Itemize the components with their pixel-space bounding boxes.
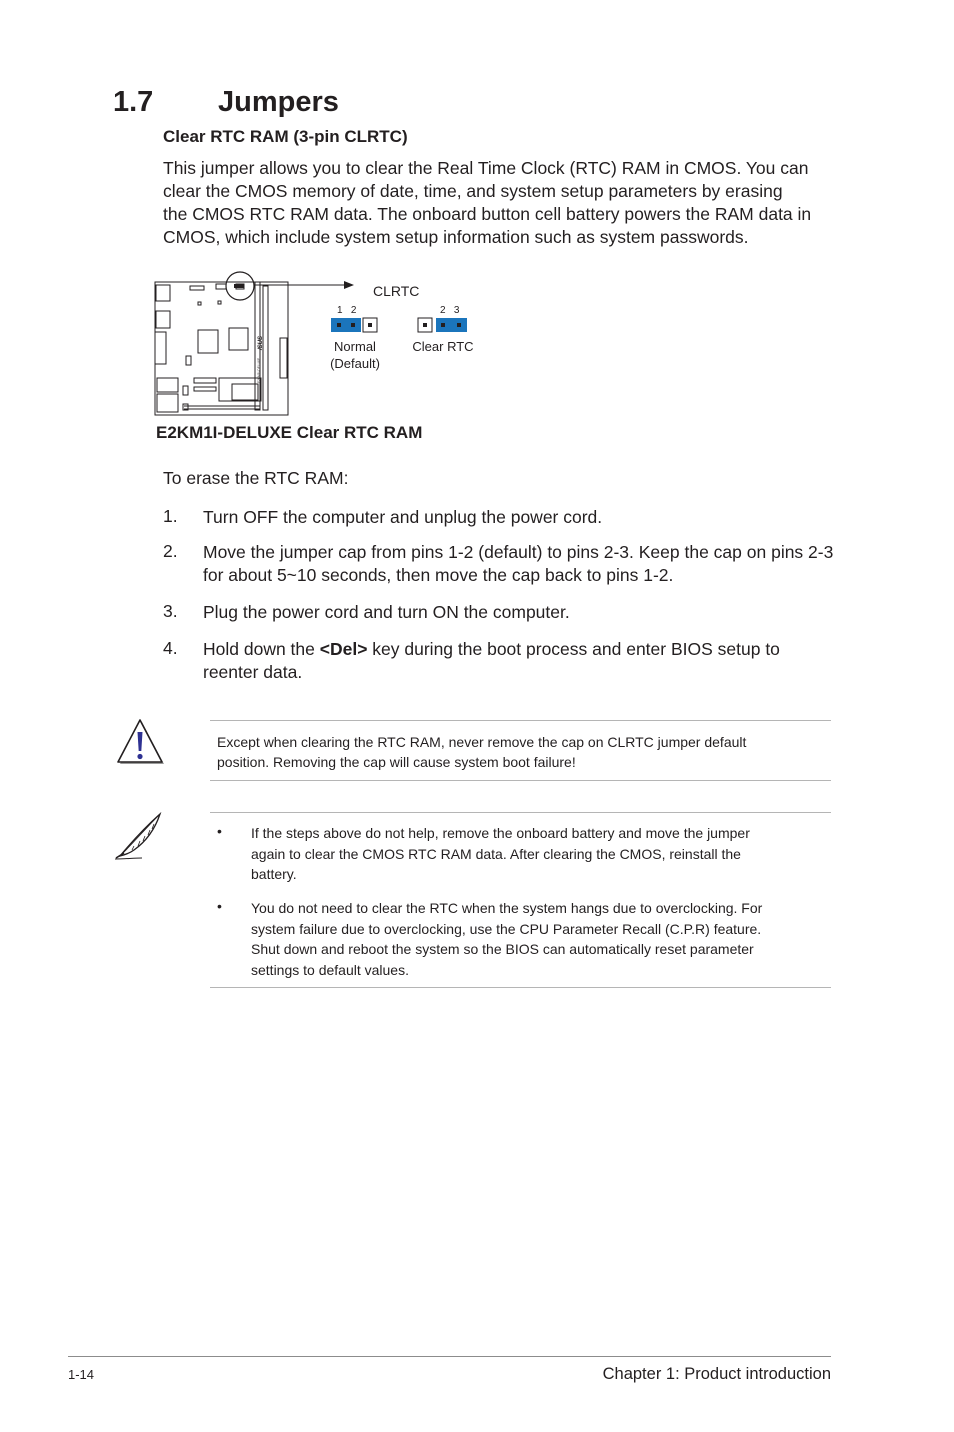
step-number: 2.: [163, 541, 178, 561]
note-item: [251, 823, 821, 885]
step-line: reenter data.: [203, 662, 303, 682]
step-line: for about 5~10 seconds, then move the cap back to pins 1-2.: [203, 565, 674, 585]
motherboard-outline: [155, 282, 288, 415]
section-number: 1.7: [113, 86, 154, 118]
diagram-caption: E2KM1I-DELUXE Clear RTC RAM: [156, 423, 423, 442]
step-text: [203, 541, 843, 587]
step-line: [203, 638, 843, 661]
warning-top-rule: [210, 720, 831, 721]
intro-line: the CMOS RTC RAM data. The onboard button cell battery powers the RAM data in: [163, 204, 812, 224]
clear-pin-numbers: 2 3: [440, 305, 460, 316]
clear-rtc-label: Clear RTC: [412, 339, 474, 354]
warning-triangle-icon: [114, 718, 166, 768]
note-line: If the steps above do not help, remove the onboard battery and move the jumper: [251, 825, 750, 841]
step-line: Move the jumper cap from pins 1-2 (default) to pins 2-3. Keep the cap on pins 2-3: [203, 542, 834, 562]
step-line-part: key during the boot process and enter BIOS setup to: [367, 639, 780, 659]
chapter-title: Chapter 1: Product introduction: [602, 1365, 831, 1383]
note-line: battery.: [251, 866, 297, 882]
warning-line: position. Removing the cap will cause system boot failure!: [217, 754, 576, 770]
del-key: <Del>: [319, 639, 368, 659]
note-top-rule: [210, 812, 831, 813]
feather-pen-icon: [112, 810, 166, 862]
erase-heading: To erase the RTC RAM:: [163, 468, 349, 488]
intro-line: This jumper allows you to clear the Real Time Clock (RTC) RAM in CMOS. You can: [163, 158, 809, 178]
intro-line: clear the CMOS memory of date, time, and system setup parameters by erasing: [163, 181, 783, 201]
page-number: 1-14: [68, 1367, 95, 1382]
footer-rule: [68, 1356, 831, 1357]
svg-text:/SUS: /SUS: [258, 335, 264, 350]
subheading: Clear RTC RAM (3-pin CLRTC): [163, 127, 408, 146]
normal-jumper: [331, 318, 377, 332]
step-line: Plug the power cord and turn ON the computer.: [203, 602, 570, 622]
intro-line: CMOS, which include system setup information such as system passwords.: [163, 227, 749, 247]
step-text: [203, 506, 843, 529]
step-number: 1.: [163, 506, 178, 526]
step-line: Turn OFF the computer and unplug the power cord.: [203, 507, 603, 527]
note-line: Shut down and reboot the system so the BIOS can automatically reset parameter: [251, 941, 754, 957]
warning-line: Except when clearing the RTC RAM, never remove the cap on CLRTC jumper default: [217, 734, 747, 750]
note-bottom-rule: [210, 987, 831, 988]
arrow-icon: [344, 281, 354, 289]
section-title: Jumpers: [218, 86, 339, 118]
note-line: You do not need to clear the RTC when the system hangs due to overclocking. For: [251, 900, 763, 916]
bullet: •: [217, 823, 222, 839]
svg-text:E2KM1I-DELUXE: E2KM1I-DELUXE: [257, 357, 261, 383]
step-text: [203, 601, 843, 624]
note-line: settings to default values.: [251, 961, 409, 978]
note-line: system failure due to overclocking, use the CPU Parameter Recall (C.P.R) feature.: [251, 920, 762, 937]
clear-rtc-jumper: [418, 318, 467, 332]
normal-label: Normal: [334, 339, 376, 354]
normal-pin-numbers: 1 2: [337, 305, 357, 316]
warning-bottom-rule: [210, 780, 831, 781]
intro-paragraph: [163, 157, 843, 249]
note-line: again to clear the CMOS RTC RAM data. After clearing the CMOS, reinstall the: [251, 845, 741, 862]
bullet: •: [217, 898, 222, 914]
step-text: [203, 638, 843, 684]
step-number: 3.: [163, 601, 178, 621]
normal-sublabel: (Default): [330, 356, 380, 371]
connector-label: CLRTC: [373, 283, 420, 299]
warning-text: [217, 732, 817, 772]
step-number: 4.: [163, 638, 178, 658]
clrtc-diagram: [150, 268, 490, 420]
step-line-part: Hold down the: [203, 639, 320, 659]
note-item: [251, 898, 821, 980]
